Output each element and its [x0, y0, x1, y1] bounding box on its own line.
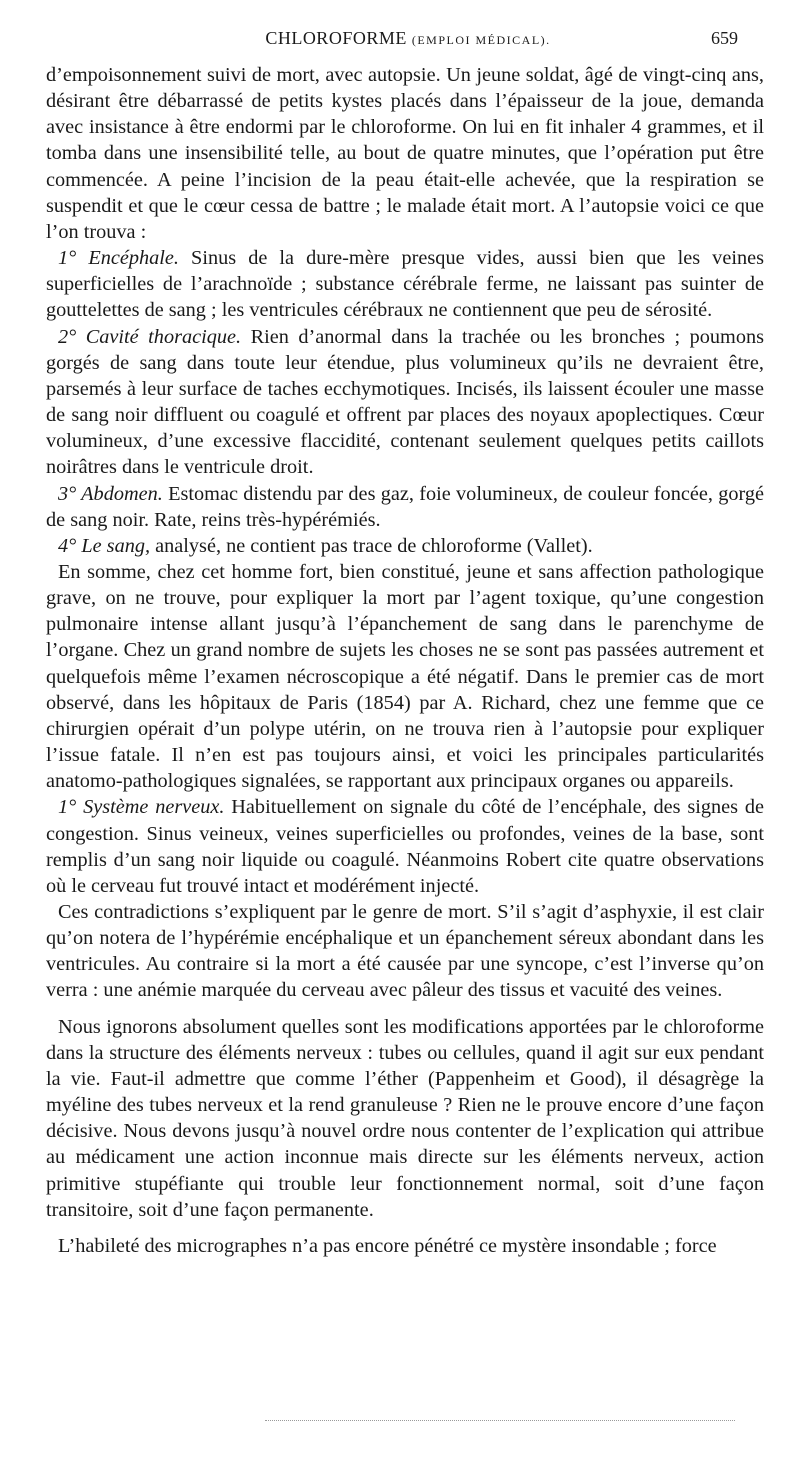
paragraph-intro: d’empoisonnement suivi de mort, avec autopsie. Un jeune soldat, âgé de vingt-cinq ans, désirant être débarrassé de petits kystes placés dans l’épaisseur de la joue, demanda avec insistance à être endormi par le chloroforme. On lui en fit inhaler 4 grammes, et il tomba dans une insensibilité telle, au bout de quatre minutes, que l’opération put être commencée. A peine l’incision de la peau était-elle achevée, que la respiration se suspendit et que le cœur cessa de battre ; le malade était mort. A l’autopsie voici ce que l’on trouva : [46, 64, 764, 243]
header-subtitle: (EMPLOI MÉDICAL). [411, 33, 551, 47]
paragraph-en-somme: En somme, chez cet homme fort, bien constitué, jeune et sans affection pathologique grave, on ne trouve, pour expliquer la mort par l’agent toxique, qu’une congestion pulmonaire intense allant jusqu’à l’épanchement de sang dans le parenchyme de l’organe. Chez un grand nombre de sujets les choses ne se sont pas passées autrement et quelquefois même l’examen nécroscopique a été négatif. Dans le premier cas de mort observé, dans les hôpitaux de Paris (1854) par A. Richard, chez une femme que ce chirurgien opérait d’un polype utérin, on ne trouva rien à l’autopsie pour expliquer l’issue fatale. Il n’en est pas toujours ainsi, et voici les principales particularités anatomo-pathologiques signalées, se rapportant aux principaux organes ou appareils. [46, 560, 764, 793]
paragraph-systeme-nerveux: 1° Système nerveux. Habituellement on signale du côté de l’encéphale, des signes de congestion. Sinus veineux, veines superficielles ou profondes, veines de la base, sont remplis d’un sang noir liquide ou coagulé. Néanmoins Robert cite quatre observations où le cerveau fut trouvé intact et modérément injecté. [46, 796, 764, 897]
paragraph-habilete: L’habileté des micrographes n’a pas encore pénétré ce mystère insondable ; force [58, 1234, 717, 1257]
paragraph-cavite-thoracique: 2° Cavité thoracique. Rien d’anormal dans la trachée ou les bronches ; poumons gorgés de sang dans toute leur étendue, plus volumineux qu’ils ne devraient être, parsemés à leur surface de taches ecchymotiques. Incisés, ils laissent écouler une masse de sang noir diffluent ou coagulé et offrent par places des noyaux apoplectiques. Cœur volumineux, d’une excessive flaccidité, contenant seulement quelques petits caillots noirâtres dans le ventricule droit. [46, 325, 764, 479]
paragraph-contradictions: Ces contradictions s’expliquent par le genre de mort. S’il s’agit d’asphyxie, il est clair qu’on notera de l’hypérémie encéphalique et un épanchement séreux abondant dans les ventricules. Au contraire si la mort a été causée par une syncope, c’est l’inverse qu’on verra : une anémie marquée du cerveau avec pâleur des tissus et vacuité des veines. [46, 901, 764, 1002]
paragraph-abdomen: 3° Abdomen. Estomac distendu par des gaz, foie volumineux, de couleur foncée, gorgé de sang noir. Rate, reins très-hypérémiés. [46, 482, 765, 531]
section-label: 1° Encéphale. [58, 247, 179, 270]
footer-dotted-rule [265, 1420, 735, 1421]
running-header [46, 28, 770, 58]
section-label: 1° Système nerveux. [58, 796, 225, 819]
page-body [46, 62, 764, 1259]
page-number: 659 [711, 28, 738, 48]
header-title: CHLOROFORME [265, 28, 407, 48]
section-label: 3° Abdomen. [58, 482, 163, 505]
section-label: 4° Le sang, [58, 534, 151, 557]
header-title-line [46, 28, 770, 49]
paragraph-le-sang: 4° Le sang, analysé, ne contient pas trace de chloroforme (Vallet). [58, 534, 593, 557]
paragraph-encephale: 1° Encéphale. Sinus de la dure-mère presque vides, aussi bien que les veines superficielles de l’arachnoïde ; substance cérébrale ferme, ne laissant pas suinter de gouttelettes de sang ; les ventricules cérébraux ne contiennent que peu de sérosité. [46, 247, 764, 322]
paragraph-nous-ignorons: Nous ignorons absolument quelles sont les modifications apportées par le chloroforme dans la structure des éléments nerveux : tubes ou cellules, quand il agit sur eux pendant la vie. Faut-il admettre que comme l’éther (Pappenheim et Good), il désagrège la myéline des tubes nerveux et la rend granuleuse ? Rien ne le prouve encore d’une façon décisive. Nous devons jusqu’à nouvel ordre nous contenter de l’explication qui attribue au médicament une action inconnue mais directe sur les éléments nerveux, action primitive stupéfiante qui trouble leur fonctionnement normal, soit d’une façon transitoire, soit d’une façon permanente. [46, 1015, 764, 1221]
section-label: 2° Cavité thoracique. [58, 325, 242, 348]
